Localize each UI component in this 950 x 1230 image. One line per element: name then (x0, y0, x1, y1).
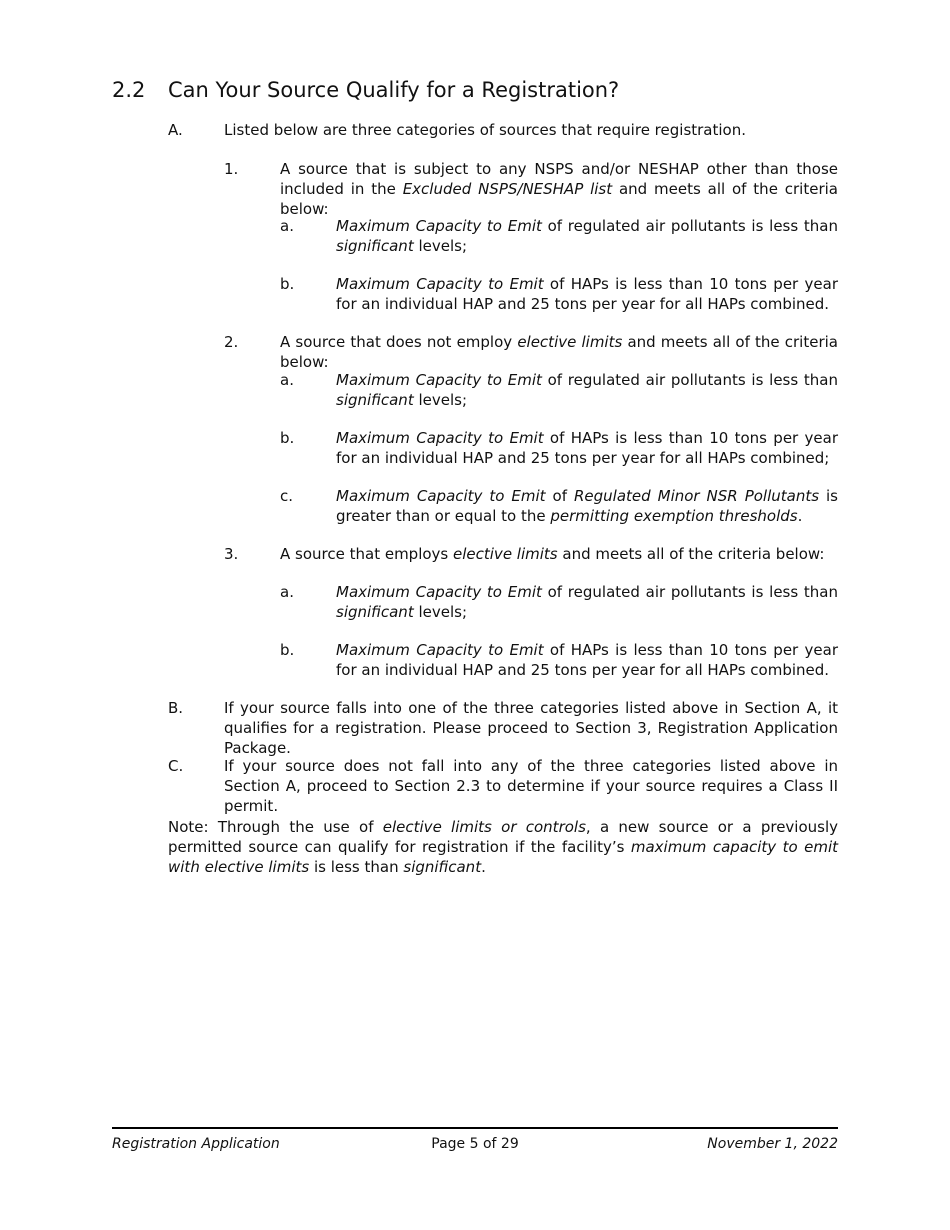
category-3-text: A source that employs elective limits and meets all of the criteria below: (280, 545, 825, 563)
footer-date: November 1, 2022 (707, 1136, 838, 1152)
category-1b-label: b. (280, 275, 295, 293)
item-a-intro: Listed below are three categories of sources that require registration. (224, 121, 746, 139)
category-1a-text: Maximum Capacity to Emit of regulated air pollutants is less than significant levels; (336, 217, 839, 255)
category-3b-label: b. (280, 641, 295, 659)
category-3-label: 3. (224, 545, 239, 563)
category-3b-text: Maximum Capacity to Emit of HAPs is less than 10 tons per year for an individual HAP and 25 tons per year for all HAPs combined. (336, 641, 838, 679)
category-2a-label: a. (280, 371, 294, 389)
category-2-text: A source that does not employ elective limits and meets all of the criteria below: (280, 333, 838, 371)
item-b-label: B. (168, 699, 184, 717)
category-2c-text: Maximum Capacity to Emit of Regulated Minor NSR Pollutants is greater than or equal to the permitting exemption thresholds. (336, 487, 838, 525)
note-paragraph: Note: Through the use of elective limits or controls, a new source or a previously permitted source can qualify for registration if the facility’s maximum capacity to emit with elective limits is less than significant. (168, 818, 839, 876)
footer-divider (112, 1127, 838, 1129)
item-c-text: If your source does not fall into any of the three categories listed above in Section A, proceed to Section 2.3 to determine if your source requires a Class II permit. (224, 757, 838, 815)
category-3a-text: Maximum Capacity to Emit of regulated air pollutants is less than significant levels; (336, 583, 839, 621)
category-1a-label: a. (280, 217, 294, 235)
item-a-label: A. (168, 121, 183, 139)
item-b-text: If your source falls into one of the three categories listed above in Section A, it qualifies for a registration. Please proceed to Section 3, Registration Application Package. (224, 699, 838, 757)
section-title: Can Your Source Qualify for a Registration? (168, 78, 620, 102)
category-2b-text: Maximum Capacity to Emit of HAPs is less than 10 tons per year for an individual HAP and 25 tons per year for all HAPs combined; (336, 429, 838, 467)
category-1b-text: Maximum Capacity to Emit of HAPs is less than 10 tons per year for an individual HAP and 25 tons per year for all HAPs combined. (336, 275, 838, 313)
category-2b-label: b. (280, 429, 295, 447)
footer-document-title: Registration Application (112, 1136, 280, 1152)
footer-page-number: Page 5 of 29 (431, 1136, 519, 1152)
category-2-label: 2. (224, 333, 239, 351)
category-1-text: A source that is subject to any NSPS and/or NESHAP other than those included in the Excluded NSPS/NESHAP list and meets all of the criteria below: (280, 160, 838, 218)
item-c-label: C. (168, 757, 184, 775)
category-1-label: 1. (224, 160, 239, 178)
category-3a-label: a. (280, 583, 294, 601)
section-number: 2.2 (112, 78, 146, 102)
category-2a-text: Maximum Capacity to Emit of regulated air pollutants is less than significant levels; (336, 371, 839, 409)
category-2c-label: c. (280, 487, 294, 505)
